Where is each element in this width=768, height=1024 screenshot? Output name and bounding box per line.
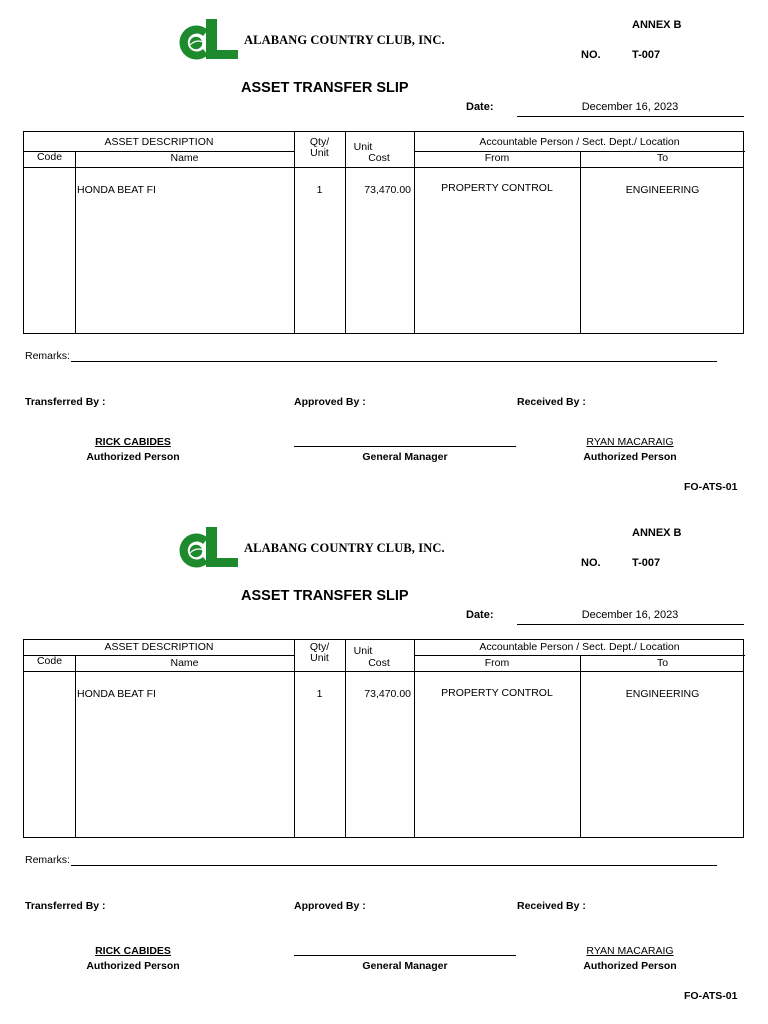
received-by-label: Received By : bbox=[517, 900, 586, 912]
row-to: ENGINEERING bbox=[625, 184, 700, 196]
row-cost: 73,470.00 bbox=[364, 184, 411, 196]
company-name: ALABANG COUNTRY CLUB, INC. bbox=[244, 33, 445, 47]
header-asset-description: ASSET DESCRIPTION bbox=[104, 136, 214, 148]
asset-table bbox=[23, 639, 744, 838]
header-asset-description: ASSET DESCRIPTION bbox=[104, 641, 214, 653]
row-name: HONDA BEAT FI bbox=[77, 184, 156, 196]
header-cost: Cost bbox=[368, 657, 390, 669]
column-divider bbox=[75, 655, 76, 837]
number-label: NO. bbox=[581, 49, 601, 61]
remarks-label: Remarks: bbox=[25, 350, 70, 362]
header-accountable: Accountable Person / Sect. Dept./ Location bbox=[479, 136, 680, 148]
company-name: ALABANG COUNTRY CLUB, INC. bbox=[244, 541, 445, 555]
row-to: ENGINEERING bbox=[625, 688, 700, 700]
date-label: Date: bbox=[466, 609, 494, 621]
row-cost: 73,470.00 bbox=[364, 688, 411, 700]
number-value: T-007 bbox=[632, 49, 661, 61]
transferred-by-role: Authorized Person bbox=[86, 451, 180, 463]
approved-by-role: General Manager bbox=[362, 960, 448, 972]
asset-table bbox=[23, 131, 744, 334]
header-qty-unit: Qty/ Unit bbox=[309, 136, 330, 159]
remarks-label: Remarks: bbox=[25, 854, 70, 866]
approved-by-label: Approved By : bbox=[294, 396, 366, 408]
header-qty-unit: Qty/ Unit bbox=[309, 641, 330, 664]
header-name: Name bbox=[170, 657, 199, 669]
approved-by-role: General Manager bbox=[362, 451, 448, 463]
row-from: PROPERTY CONTROL bbox=[441, 687, 553, 699]
header-to: To bbox=[656, 657, 669, 669]
transferred-by-label: Transferred By : bbox=[25, 396, 106, 408]
asset-transfer-slip-1 bbox=[0, 0, 768, 508]
date-label: Date: bbox=[466, 101, 494, 113]
date-underline bbox=[517, 116, 744, 117]
approval-signature-line bbox=[294, 955, 516, 956]
transferred-by-label: Transferred By : bbox=[25, 900, 106, 912]
header-from: From bbox=[484, 152, 510, 164]
slip-title: ASSET TRANSFER SLIP bbox=[241, 80, 409, 96]
slip-title: ASSET TRANSFER SLIP bbox=[241, 588, 409, 604]
number-label: NO. bbox=[581, 557, 601, 569]
remarks-line bbox=[71, 361, 717, 362]
column-divider bbox=[294, 132, 295, 333]
column-divider bbox=[580, 655, 581, 837]
form-code: FO-ATS-01 bbox=[684, 990, 738, 1002]
remarks-line bbox=[71, 865, 717, 866]
header-name: Name bbox=[170, 152, 199, 164]
column-divider bbox=[345, 640, 346, 837]
approval-signature-line bbox=[294, 446, 516, 447]
row-from: PROPERTY CONTROL bbox=[441, 182, 553, 194]
column-divider bbox=[75, 151, 76, 333]
received-by-label: Received By : bbox=[517, 396, 586, 408]
header-to: To bbox=[656, 152, 669, 164]
header-code: Code bbox=[36, 151, 63, 163]
row-qty: 1 bbox=[316, 688, 323, 700]
date-underline bbox=[517, 624, 744, 625]
transferred-by-name: RICK CABIDES bbox=[95, 945, 171, 957]
received-by-name: RYAN MACARAIG bbox=[586, 436, 674, 448]
date-value: December 16, 2023 bbox=[581, 609, 679, 621]
row-qty: 1 bbox=[316, 184, 323, 196]
form-code: FO-ATS-01 bbox=[684, 481, 738, 493]
column-divider bbox=[294, 640, 295, 837]
header-from: From bbox=[484, 657, 510, 669]
transferred-by-role: Authorized Person bbox=[86, 960, 180, 972]
alabang-cc-logo-icon bbox=[178, 19, 238, 61]
header-cost: Cost bbox=[368, 152, 390, 164]
header-unit: Unit bbox=[353, 645, 373, 657]
number-value: T-007 bbox=[632, 557, 661, 569]
received-by-role: Authorized Person bbox=[583, 451, 677, 463]
table-header-bottom bbox=[24, 671, 743, 672]
column-divider bbox=[414, 640, 415, 837]
alabang-cc-logo-icon bbox=[178, 527, 238, 569]
header-unit: Unit bbox=[353, 141, 373, 153]
date-value: December 16, 2023 bbox=[581, 101, 679, 113]
received-by-role: Authorized Person bbox=[583, 960, 677, 972]
annex-label: ANNEX B bbox=[632, 527, 682, 539]
approved-by-label: Approved By : bbox=[294, 900, 366, 912]
header-code: Code bbox=[36, 655, 63, 667]
received-by-name: RYAN MACARAIG bbox=[586, 945, 674, 957]
annex-label: ANNEX B bbox=[632, 19, 682, 31]
table-header-bottom bbox=[24, 167, 743, 168]
row-name: HONDA BEAT FI bbox=[77, 688, 156, 700]
header-accountable: Accountable Person / Sect. Dept./ Location bbox=[479, 641, 680, 653]
column-divider bbox=[580, 151, 581, 333]
asset-transfer-slip-2 bbox=[0, 508, 768, 1016]
transferred-by-name: RICK CABIDES bbox=[95, 436, 171, 448]
